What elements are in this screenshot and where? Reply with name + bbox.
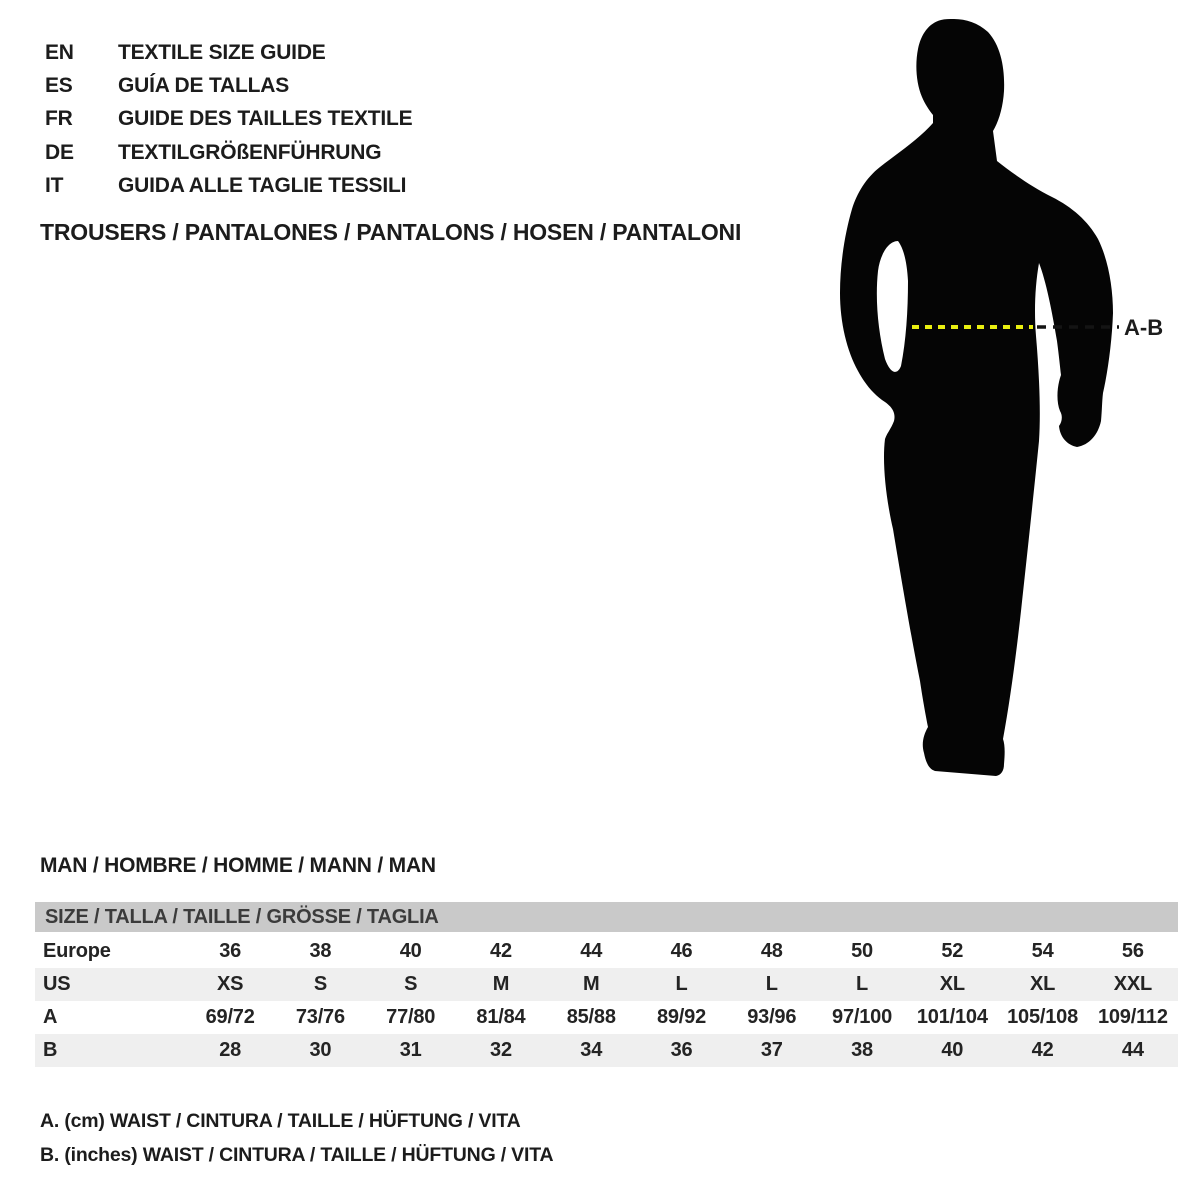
table-cell: 109/112	[1097, 1006, 1168, 1028]
row-label: Europe	[43, 940, 111, 962]
lang-label: GUIDA ALLE TAGLIE TESSILI	[118, 174, 407, 198]
size-table	[35, 902, 1178, 1067]
table-cell: 38	[851, 1039, 873, 1061]
lang-code: DE	[45, 140, 74, 164]
table-cell: 69/72	[205, 1006, 255, 1028]
table-cell: 31	[399, 1039, 422, 1061]
row-label: B	[43, 1039, 58, 1061]
lang-code: EN	[45, 40, 74, 64]
table-cell: 44	[580, 940, 603, 962]
table-cell: 85/88	[566, 1006, 616, 1028]
table-cell: 42	[490, 940, 512, 962]
table-cell: 40	[941, 1039, 964, 1061]
lang-label: TEXTILE SIZE GUIDE	[118, 40, 326, 64]
table-cell: 50	[851, 940, 873, 962]
table-cell: XL	[939, 973, 965, 995]
lang-code: ES	[45, 74, 73, 98]
table-cell: 32	[490, 1039, 512, 1061]
table-cell: M	[582, 973, 600, 995]
table-cell: 46	[670, 940, 693, 962]
table-cell: 36	[670, 1039, 693, 1061]
table-cell: 81/84	[476, 1006, 526, 1028]
lang-label: GUÍA DE TALLAS	[118, 74, 290, 98]
table-row-a-cm	[35, 1001, 1178, 1034]
table-cell: S	[313, 973, 327, 995]
table-cell: XS	[216, 973, 244, 995]
row-label: A	[43, 1006, 58, 1028]
lang-label: TEXTILGRÖßENFÜHRUNG	[118, 140, 382, 164]
footnote-b: B. (inches) WAIST / CINTURA / TAILLE / HÜFTUNG / VITA	[40, 1144, 554, 1166]
footnote-a: A. (cm) WAIST / CINTURA / TAILLE / HÜFTUNG / VITA	[40, 1110, 521, 1132]
table-row-us	[35, 968, 1178, 1001]
table-cell: 52	[941, 940, 964, 962]
table-cell: 97/100	[832, 1006, 893, 1028]
table-cell: XXL	[1113, 973, 1152, 995]
table-cell: 34	[580, 1039, 603, 1061]
footnotes	[40, 1110, 553, 1178]
table-cell: 101/104	[916, 1006, 988, 1028]
table-cell: S	[404, 973, 418, 995]
category-heading: TROUSERS / PANTALONES / PANTALONS / HOSEN / PANTALONI	[40, 219, 742, 245]
lang-label: GUIDE DES TAILLES TEXTILE	[118, 107, 413, 131]
table-cell: 77/80	[386, 1006, 436, 1028]
table-cell: 54	[1031, 940, 1054, 962]
table-cell: 89/92	[656, 1006, 707, 1028]
table-cell: L	[675, 973, 688, 995]
table-cell: L	[765, 973, 778, 995]
table-cell: M	[492, 973, 510, 995]
section-heading: MAN / HOMBRE / HOMME / MANN / MAN	[40, 854, 436, 877]
table-cell: 37	[760, 1039, 783, 1061]
row-label: US	[43, 973, 71, 995]
lang-code: FR	[45, 107, 73, 131]
table-cell: 105/108	[1007, 1006, 1079, 1028]
lang-code: IT	[45, 174, 64, 198]
size-table-header: SIZE / TALLA / TAILLE / GRÖSSE / TAGLIA	[35, 902, 1178, 932]
table-cell: 56	[1121, 940, 1144, 962]
table-cell: 48	[760, 940, 783, 962]
table-cell: 42	[1031, 1039, 1054, 1061]
table-cell: 28	[219, 1039, 242, 1061]
table-cell: 73/76	[295, 1006, 345, 1028]
table-cell: 93/96	[747, 1006, 797, 1028]
table-row-europe	[35, 935, 1178, 968]
table-cell: 30	[309, 1039, 332, 1061]
table-cell: 40	[399, 940, 422, 962]
table-cell: L	[856, 973, 869, 995]
table-row-b-inches	[35, 1034, 1178, 1067]
table-cell: 44	[1121, 1039, 1144, 1061]
table-cell: 36	[219, 940, 242, 962]
table-cell: 38	[309, 940, 332, 962]
measurement-label-ab: A-B	[1124, 315, 1164, 340]
table-cell: XL	[1030, 973, 1056, 995]
man-silhouette	[840, 19, 1113, 776]
